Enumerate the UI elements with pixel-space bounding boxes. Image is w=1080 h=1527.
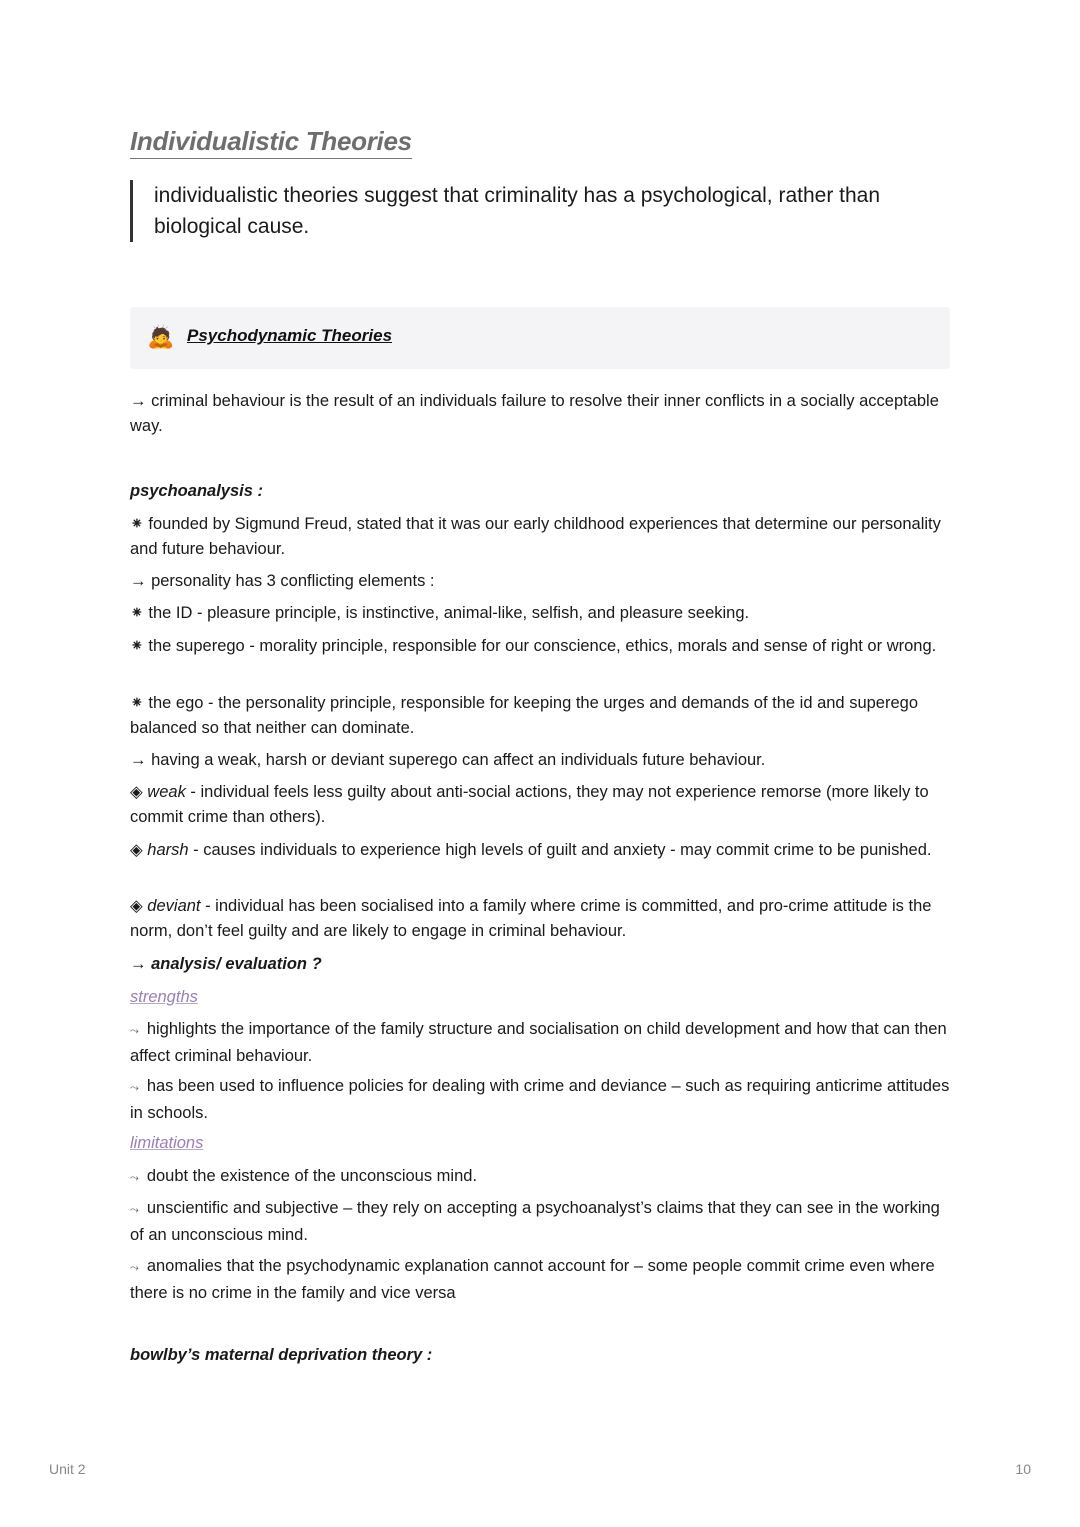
- definition: - causes individuals to experience high levels of guilt and anxiety - may commit crime to be punished.: [188, 841, 932, 859]
- squiggle-arrow-icon: ⤳: [130, 1025, 139, 1037]
- list-item: ⁕ the ego - the personality principle, responsible for keeping the urges and demands of the id and superego balanced so that neither can dominate.: [130, 694, 918, 737]
- callout-psychodynamic: [130, 307, 950, 369]
- strengths-label: strengths: [130, 988, 198, 1006]
- term: harsh: [147, 841, 189, 859]
- list-item: ⁕ the superego - morality principle, responsible for our conscience, ethics, morals and sense of right or wrong.: [130, 637, 937, 655]
- term: weak: [147, 783, 186, 801]
- list-item: → having a weak, harsh or deviant superego can affect an individuals future behaviour.: [130, 751, 766, 769]
- item-text: anomalies that the psychodynamic explanation cannot account for – some people commit crime even where there is no crime in the family and vice versa: [130, 1257, 935, 1302]
- callout-title: Psychodynamic Theories: [187, 326, 393, 345]
- page-title: Individualistic Theories: [130, 126, 412, 159]
- term: deviant: [147, 897, 201, 915]
- section-heading: psychoanalysis :: [130, 482, 263, 500]
- item-text: unscientific and subjective – they rely on accepting a psychoanalyst’s claims that they can see in the working of an unconscious mind.: [130, 1199, 940, 1244]
- definition: - individual feels less guilty about anti-social actions, they may not experience remorse (more likely to commit crime than others).: [130, 783, 929, 826]
- superego-type-harsh: [130, 838, 950, 863]
- limitation-item: [130, 1164, 950, 1191]
- list-item: ⁕ the ID - pleasure principle, is instinctive, animal-like, selfish, and pleasure seeking.: [130, 604, 750, 622]
- squiggle-arrow-icon: ⤳: [130, 1204, 139, 1216]
- item-text: has been used to influence policies for dealing with crime and deviance – such as requiring anticrime attitudes in schools.: [130, 1077, 950, 1122]
- footer-unit: Unit 2: [49, 1461, 86, 1477]
- list-item: ⁕ founded by Sigmund Freud, stated that it was our early childhood experiences that determine our personality and future behaviour.: [130, 515, 941, 558]
- limitations-label: limitations: [130, 1134, 204, 1152]
- diamond-icon: ◈: [130, 783, 143, 801]
- intro-paragraph: → criminal behaviour is the result of an individuals failure to resolve their inner conflicts in a socially acceptable way.: [130, 392, 939, 435]
- blockquote: individualistic theories suggest that criminality has a psychological, rather than biological cause.: [130, 180, 944, 242]
- squiggle-arrow-icon: ⤳: [130, 1262, 139, 1274]
- limitation-item: [130, 1254, 950, 1306]
- analysis-heading: → analysis/ evaluation ?: [130, 955, 322, 973]
- section-heading: bowlby’s maternal deprivation theory :: [130, 1346, 433, 1364]
- superego-type-weak: [130, 780, 950, 830]
- superego-type-deviant: [130, 894, 950, 944]
- list-item: → personality has 3 conflicting elements :: [130, 572, 435, 590]
- page-number: 10: [1015, 1461, 1031, 1477]
- strength-item: [130, 1074, 950, 1126]
- item-text: highlights the importance of the family structure and socialisation on child development and how that can then affect criminal behaviour.: [130, 1020, 947, 1065]
- definition: - individual has been socialised into a family where crime is committed, and pro-crime attitude is the norm, don’t feel guilty and are likely to engage in criminal behaviour.: [130, 897, 932, 940]
- squiggle-arrow-icon: ⤳: [130, 1172, 139, 1184]
- item-text: doubt the existence of the unconscious mind.: [146, 1167, 478, 1185]
- diamond-icon: ◈: [130, 897, 143, 915]
- limitation-item: [130, 1196, 950, 1248]
- squiggle-arrow-icon: ⤳: [130, 1082, 139, 1094]
- diamond-icon: ◈: [130, 841, 143, 859]
- strength-item: [130, 1017, 950, 1069]
- bowing-person-icon: 🙇: [147, 324, 175, 349]
